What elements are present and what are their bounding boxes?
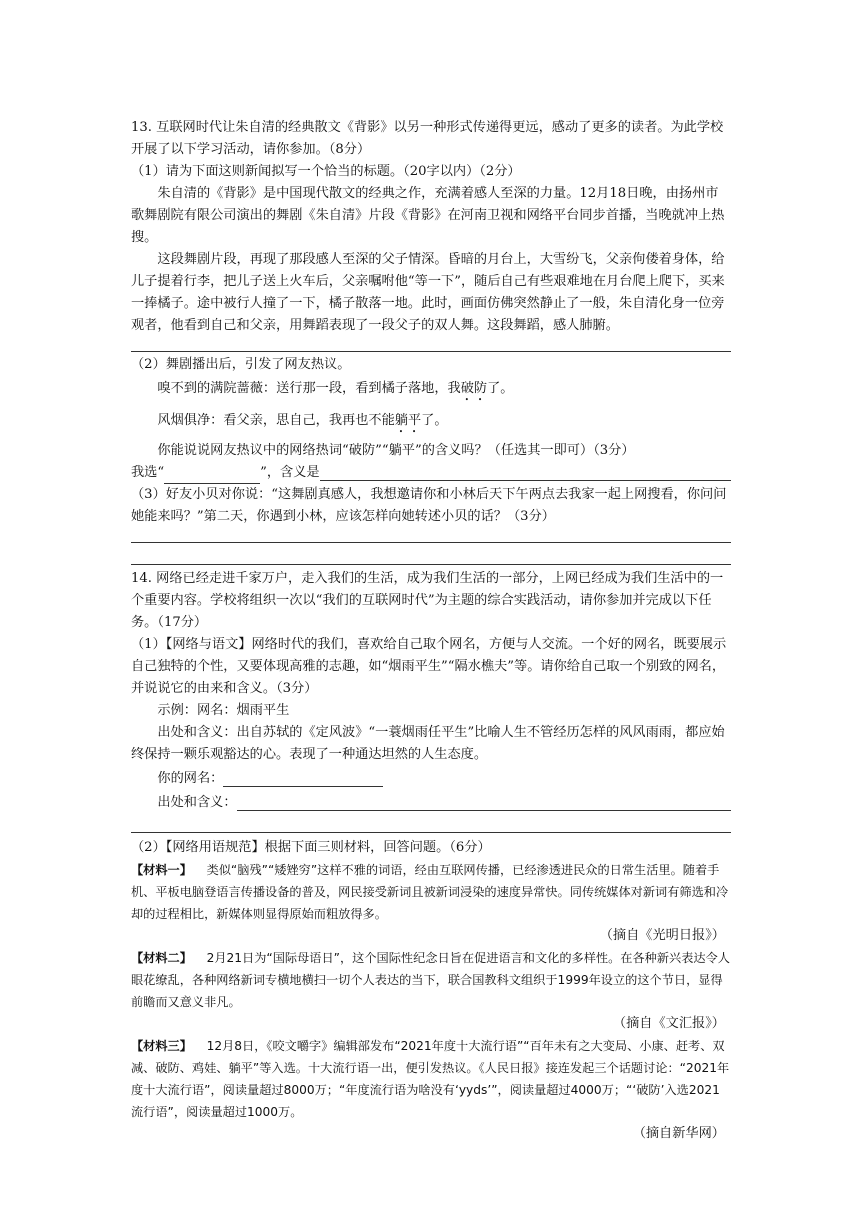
material-2-label: 【材料二】 xyxy=(131,951,192,965)
material-3-source: （摘自新华网） xyxy=(632,1126,725,1141)
example-name: 示例：网名：烟雨平生 xyxy=(157,703,290,718)
your-meaning-label: 出处和含义： xyxy=(157,795,237,810)
q13-part2-answer-row xyxy=(131,462,731,484)
material-1-source: （摘自《光明日报》） xyxy=(599,928,725,943)
exam-page xyxy=(131,117,731,1145)
your-name-row xyxy=(131,768,731,790)
example-meaning: 出处和含义：出自苏轼的《定风波》“一蓑烟雨任平生”比喻人生不管经历怎样的风风雨雨，都应始终保持一颗乐观豁达的心。表现了一种通达坦然的人生态度。 xyxy=(131,725,725,762)
q13-part1-answer-line[interactable] xyxy=(131,351,731,352)
your-meaning-line-2[interactable] xyxy=(131,832,731,833)
comment-1-text: 嗅不到的满院蔷薇：送行那一段，看到橘子落地，我 xyxy=(157,381,461,396)
news-paragraph-1: 朱自清的《背影》是中国现代散文的经典之作，充满着感人至深的力量。12月18日晚，由扬州市歌舞剧院有限公司演出的舞剧《朱自清》片段《背影》在河南卫视和网络平台同步首播，当晚就冲上热搜。 xyxy=(131,186,725,245)
material-3 xyxy=(131,1035,731,1123)
answer-prefix: 我选“ xyxy=(131,465,165,480)
q13-part3-answer-line-2[interactable] xyxy=(131,564,731,565)
q13-part2-question: 你能说说网友热议中的网络热词“破防”“躺平”的含义吗？（任选其一即可）（3分） xyxy=(157,443,635,458)
your-name-blank[interactable] xyxy=(223,772,383,787)
your-meaning-row xyxy=(131,792,731,814)
q13-part2-task: （2）舞剧播出后，引发了网友热议。 xyxy=(131,357,351,372)
material-2 xyxy=(131,947,731,1013)
material-3-label: 【材料三】 xyxy=(131,1039,192,1053)
news-paragraph-2: 这段舞剧片段，再现了那段感人至深的父子情深。昏暗的月台上，大雪纷飞，父亲佝偻着身体，给儿子提着行李，把儿子送上火车后，父亲嘱咐他“等一下”，随后自己有些艰难地在月台爬上爬下，买来一捧橘子。途中被行人撞了一下，橘子散落一地。此时，画面仿佛突然静止了一般，朱自清化身一位旁观者，他看到自己和父亲，用舞蹈表现了一段父子的双人舞。这段舞蹈，感人肺腑。 xyxy=(131,252,725,333)
material-3-text: 12月8日，《咬文嚼字》编辑部发布“2021年度十大流行语”“百年未有之大变局、小康、赶考、双减、破防、鸡娃、躺平”等入选。十大流行语一出，便引发热议。《人民日报》接连发起三个话题讨论：“2021年度十大流行语”，阅读量超过8000万；“年度流行语为啥没有‘yyds’”，阅读量超过4000万；“‘破防’入选2021流行语”，阅读量超过1000万。 xyxy=(131,1039,730,1119)
meaning-answer-line[interactable] xyxy=(320,465,731,481)
material-2-text: 2月21日为“国际母语日”，这个国际性纪念日旨在促进语言和文化的多样性。在各种新兴表达令人眼花缭乱，各种网络新词专横地横扫一切个人表达的当下，联合国教科文组织于1999年设立的这个节日，显得前瞻而又意义非凡。 xyxy=(131,951,730,1009)
your-name-label: 你的网名： xyxy=(157,771,224,786)
comment-1-end: 了。 xyxy=(487,381,514,396)
material-1 xyxy=(131,859,731,925)
answer-middle: ”，含义是 xyxy=(260,465,320,480)
q14-stem: 14. 网络已经走进千家万户，走入我们的生活，成为我们生活的一部分，上网已经成为我们生活中的一个重要内容。学校将组织一次以“我们的互联网时代”为主题的综合实践活动，请你参加并完成以下任务。（17分） xyxy=(131,571,724,630)
q13-part1-task: （1）请为下面这则新闻拟写一个恰当的标题。（20字以内）（2分） xyxy=(131,164,521,179)
comment-2-end: 了。 xyxy=(421,413,448,428)
netizen-comment-1 xyxy=(131,378,731,404)
material-2-source: （摘自《文汇报》） xyxy=(612,1016,725,1031)
q13-stem: 13. 互联网时代让朱自清的经典散文《背影》以另一种形式传递得更远，感动了更多的读者。为此学校开展了以下学习活动，请你参加。（8分） xyxy=(131,120,724,157)
comment-2-keyword: 躺平 xyxy=(394,413,422,428)
q14-part2-task: （2）【网络用语规范】根据下面三则材料，回答问题。（6分） xyxy=(131,840,491,855)
comment-2-text: 风烟俱净：看父亲，思自己，我再也不能 xyxy=(157,413,395,428)
your-meaning-line[interactable] xyxy=(237,795,731,811)
material-1-label: 【材料一】 xyxy=(131,863,192,877)
word-choice-blank[interactable] xyxy=(164,469,260,484)
comment-1-keyword: 破防 xyxy=(460,381,488,396)
material-1-text: 类似“脑残”“矮矬穷”这样不雅的词语，经由互联网传播，已经渗透进民众的日常生活里。随着手机、平板电脑登语言传播设备的普及，网民接受新词且被新词浸染的速度异常快。同传统媒体对新词有筛选和冷却的过程相比，新媒体则显得原始而粗放得多。 xyxy=(131,863,729,921)
netizen-comment-2 xyxy=(131,410,731,436)
q14-part1-task: （1）【网络与语文】网络时代的我们，喜欢给自己取个网名，方便与人交流。一个好的网名，既要展示自己独特的个性，又要体现高雅的志趣，如“烟雨平生”“隔水樵夫”等。请你给自己取一个别致的网名，并说说它的由来和含义。（3分） xyxy=(131,637,727,696)
q13-part3-task: （3）好友小贝对你说：“这舞剧真感人，我想邀请你和小林后天下午两点去我家一起上网搜看，你问问她能来吗？”第二天，你遇到小林，应该怎样向她转述小贝的话？（3分） xyxy=(131,487,727,524)
